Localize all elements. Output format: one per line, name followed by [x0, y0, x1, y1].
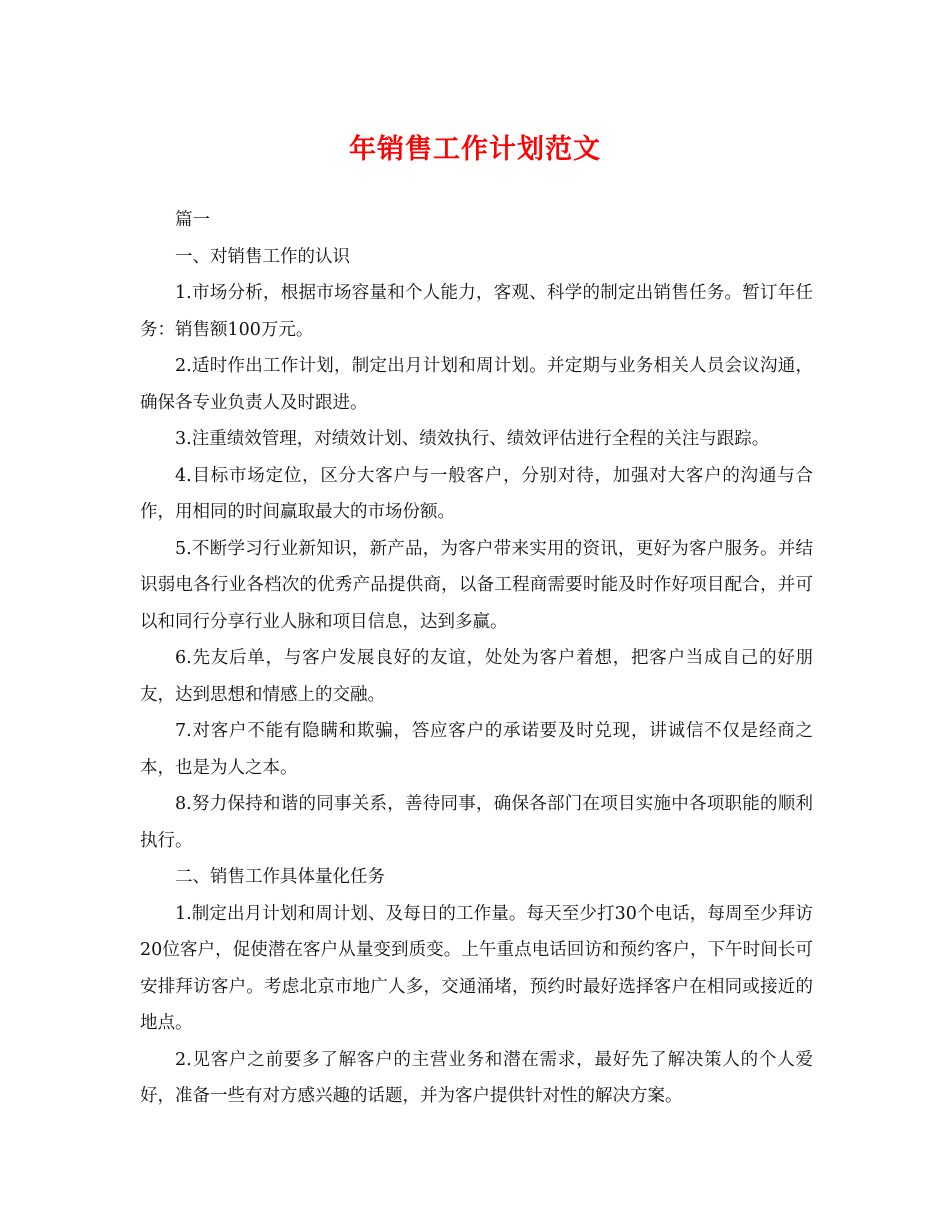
paragraph: 1.制定出月计划和周计划、及每日的工作量。每天至少打30个电话，每周至少拜访20位客户，促使潜在客户从量变到质变。上午重点电话回访和预约客户，下午时间长可安排拜访客户。考虑北京市地广人多，交通涌堵，预约时最好选择客户在相同或接近的地点。: [140, 903, 813, 1033]
paragraph: 6.先友后单，与客户发展良好的友谊，处处为客户着想，把客户当成自己的好朋友，达到思想和情感上的交融。: [140, 648, 813, 705]
paragraph: 7.对客户不能有隐瞒和欺骗，答应客户的承诺要及时兑现，讲诚信不仅是经商之本，也是为人之本。: [140, 721, 813, 778]
paragraph: 8.努力保持和谐的同事关系，善待同事，确保各部门在项目实施中各项职能的顺利执行。: [140, 794, 813, 851]
section-heading: 一、对销售工作的认识: [175, 246, 350, 267]
paragraph: 3.注重绩效管理，对绩效计划、绩效执行、绩效评估进行全程的关注与跟踪。: [175, 429, 770, 449]
paragraph: 2.适时作出工作计划，制定出月计划和周计划。并定期与业务相关人员会议沟通，确保各专业负责人及时跟进。: [140, 356, 813, 413]
paragraph: 2.见客户之前要多了解客户的主营业务和潜在需求，最好先了解决策人的个人爱好，准备一些有对方感兴趣的话题，并为客户提供针对性的解决方案。: [140, 1049, 813, 1106]
document-body: [140, 202, 813, 1115]
page-title: 年销售工作计划范文: [349, 134, 601, 165]
paragraph: 5.不断学习行业新知识，新产品，为客户带来实用的资讯，更好为客户服务。并结识弱电各行业各档次的优秀产品提供商，以备工程商需要时能及时作好项目配合，并可以和同行分享行业人脉和项目信息，达到多赢。: [140, 538, 813, 632]
section-label: 篇一: [175, 210, 210, 230]
paragraph: 1.市场分析，根据市场容量和个人能力，客观、科学的制定出销售任务。暂订年任务：销售额100万元。: [140, 283, 813, 340]
paragraph: 4.目标市场定位，区分大客户与一般客户，分别对待，加强对大客户的沟通与合作，用相同的时间赢取最大的市场份额。: [140, 465, 813, 522]
section-heading: 二、销售工作具体量化任务: [175, 867, 385, 887]
